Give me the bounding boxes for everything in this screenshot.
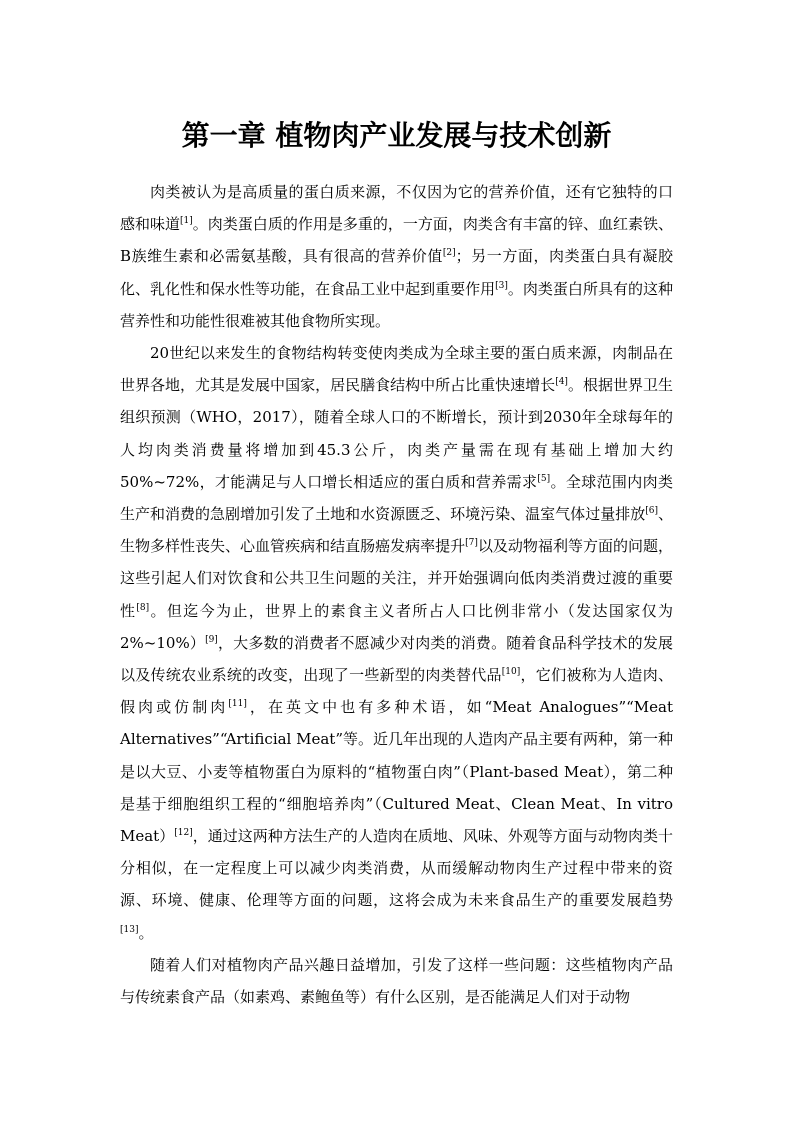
chapter-title: 第一章 植物肉产业发展与技术创新 bbox=[181, 119, 612, 152]
paragraph-text: 20世纪以来发生的食物结构转变使肉类成为全球主要的蛋白质来源，肉制品在世界各地，尤其是发展中国家，居民膳食结构中所占比重快速增长 bbox=[120, 344, 673, 395]
paragraph-text: ，通过这两种方法生产的人造肉在质地、风味、外观等方面与动物肉类十分相似，在一定程度上可以减少肉类消费，从而缓解动物肉生产过程中带来的资源、环境、健康、伦理等方面的问题，这将会成为未来食品生产的重要发展趋势 bbox=[120, 827, 673, 910]
paragraph-text: 随着人们对植物肉产品兴趣日益增加，引发了这样一些问题：这些植物肉产品与传统素食产品（如素鸡、素鲍鱼等）有什么区别，是否能满足人们对于动物 bbox=[120, 955, 673, 1007]
citation-ref: [10] bbox=[501, 667, 521, 678]
paragraph-text: 。全球范围内肉类生产和消费的急剧增加引发了土地和水资源匮乏、环境污染、温室气体过量排放 bbox=[120, 472, 673, 524]
citation-ref: [7] bbox=[465, 538, 478, 549]
citation-ref: [6] bbox=[645, 506, 658, 517]
paragraph-text: ，它们被称为人造肉、假肉或仿制肉 bbox=[120, 666, 673, 717]
body-text bbox=[120, 176, 673, 1013]
paragraph-text: 。 bbox=[138, 923, 154, 942]
citation-ref: [1] bbox=[180, 216, 193, 227]
paragraph-text: ，在英文中也有多种术语，如“Meat Analogues”“Meat Alternatives”“Artificial Meat”等。近几年出现的人造肉产品主要有两种，第一种是以大豆、小麦等植物蛋白为原料的“植物蛋白肉”（Plant-based Meat），第二种是基于细胞组织工程的“细胞培养肉”（Cultured Meat、Clean Meat、In vitro Meat） bbox=[120, 698, 674, 846]
paragraph bbox=[120, 949, 673, 1013]
citation-ref: [5] bbox=[537, 473, 551, 484]
paragraph bbox=[120, 337, 673, 949]
paragraph-text: ，大多数的消费者不愿减少对肉类的消费。随着食品科学技术的发展以及传统农业系统的改变，出现了一些新型的肉类替代品 bbox=[120, 633, 673, 685]
citation-ref: [13] bbox=[120, 924, 139, 935]
paragraph-text: 、生物多样性丧失、心血管疾病和结直肠癌发病率提升 bbox=[120, 505, 673, 556]
citation-ref: [11] bbox=[228, 699, 247, 710]
paragraph-text: 。肉类蛋白所具有的这种营养性和功能性很难被其他食物所实现。 bbox=[120, 279, 673, 330]
paragraph-text: 以及动物福利等方面的问题，这些引起人们对饮食和公共卫生问题的关注，并开始强调向低肉类消费过渡的重要性 bbox=[120, 537, 673, 620]
citation-ref: [12] bbox=[174, 828, 193, 839]
paragraph-text: 。肉类蛋白质的作用是多重的，一方面，肉类含有丰富的锌、血红素铁、B族维生素和必需氨基酸，具有很高的营养价值 bbox=[120, 215, 673, 266]
paragraph bbox=[120, 176, 673, 337]
citation-ref: [4] bbox=[555, 377, 568, 388]
citation-ref: [3] bbox=[495, 280, 508, 291]
paragraph-text: 。根据世界卫生组织预测（WHO，2017），随着全球人口的不断增长，预计到2030年全球每年的人均肉类消费量将增加到45.3公斤，肉类产量需在现有基础上增加大约50%~72%，才能满足与人口增长相适应的蛋白质和营养需求 bbox=[120, 376, 673, 491]
citation-ref: [2] bbox=[442, 248, 456, 259]
paragraph-text: 肉类被认为是高质量的蛋白质来源，不仅因为它的营养价值，还有它独特的口感和味道 bbox=[120, 183, 673, 234]
citation-ref: [9] bbox=[205, 634, 218, 645]
paragraph-text: ；另一方面，肉类蛋白具有凝胶化、乳化性和保水性等功能，在食品工业中起到重要作用 bbox=[120, 247, 673, 298]
paragraph-text: 。但迄今为止，世界上的素食主义者所占人口比例非常小（发达国家仅为2%~10%） bbox=[120, 601, 673, 652]
citation-ref: [8] bbox=[136, 602, 150, 613]
